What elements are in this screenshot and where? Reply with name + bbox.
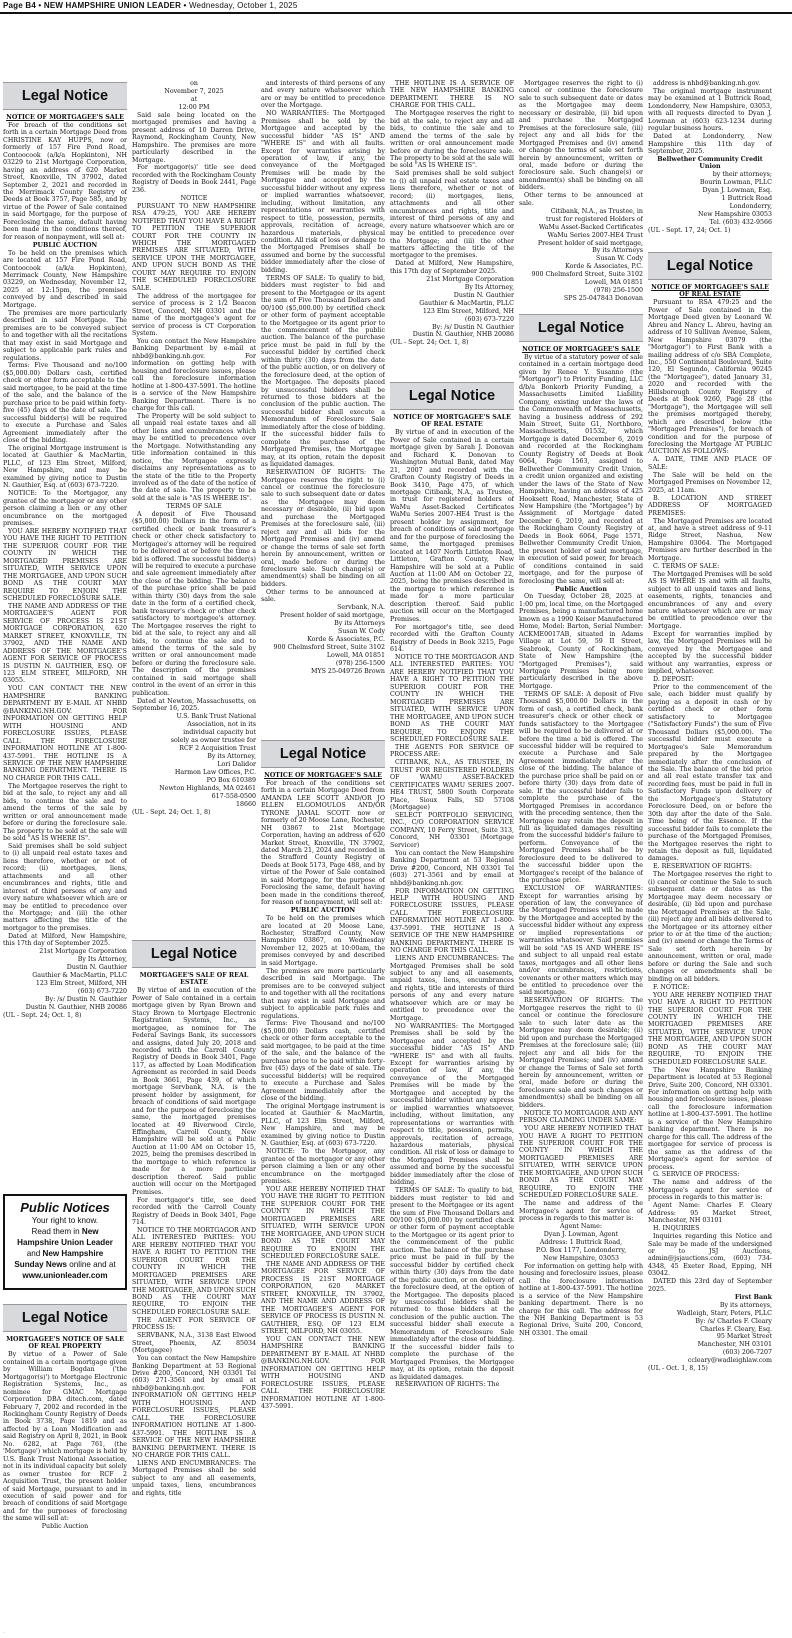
column-6 — [648, 80, 772, 248]
notice-title: NOTICE OF MORTGAGEE'S SALE OF REAL ESTATE — [651, 284, 769, 299]
notice-paragraph: E. RESERVATION OF RIGHTS: — [653, 863, 752, 871]
notice-paragraph: PURSUANT TO NEW HAMPSHIRE RSA 479:25, YOU ARE HEREBY NOTIFIED THAT YOU HAVE A RIGHT TO PETITION THE SUPERIOR COURT FOR THE COUNTY IN WHICH THE MORTGAGED PREMISES ARE SITUATED, WITH SERVICE UPON THE MORTGAGEE, AND UPON SUCH BOND AS THE COURT MAY REQUIRE TO ENJOIN THE SCHEDULED FORECLOSURE SALE. — [132, 202, 256, 292]
publication-name: NEW HAMPSHIRE UNION LEADER — [43, 1, 182, 10]
signature-line: Association, not in its — [187, 721, 256, 729]
notice-paragraph: By virtue of a Power of Sale contained in a certain mortgage given by William Bogdan ('the Mortgagor(s)') to Mortgage Electronic Registration Systems, Inc., as nominee for GMAC Mortgage Corporation DBA ditech.com, dated February 7, 2002 and recorded in the Rockingham County Registry of Deeds in Book 3738, Page 1819 and as affected by a Loan Modification and said Registry on April 8, 2021, in Book No. 6282, at Page 761, (the 'Mortgage') which mortgage is held by U.S. Bank Trust National Association, not in its individual capacity but solely as owner trustee for RCF 2 Acquisition Trust, the present holder of said Mortgage, pursuant to and in execution of said power and for breach of conditions of said Mortgage and for the purposes of foreclosing the same will sell at: — [3, 1351, 127, 1523]
signature-line: By its attorneys, — [719, 1301, 772, 1309]
signature-line: (603) 206-7207 — [722, 1349, 772, 1357]
notice-heading: Bellwether Community Credit Union — [657, 156, 763, 171]
signature-line: Servbank, N.A. — [337, 604, 385, 612]
legal-notice-header-1: Legal Notice — [3, 82, 127, 110]
signature-line: 900 Chelmsford Street, Suite 3102 — [531, 271, 643, 279]
signature-line: solely as owner trustee for — [170, 736, 256, 744]
notice-paragraph: On Tuesday, October 28, 2025 at 1:00 pm, local time, on the Mortgaged Premises, being a manufactured home known as a 1990 Keiser Manufactured Home, Model: Barton, Serial Number: ACKME0017AB, situated in Adams Village at Lot 59, 59 II Street, Seabrook, County of Rockingham, State of New Hampshire (the "Mortgaged Premises"), said Mortgage Premises being more particularly described in the above Mortgage. — [519, 593, 643, 690]
signature-line: Tel. (603) 432-9566 — [709, 219, 772, 227]
notice-paragraph: NOTICE: To the Mortgagor, any grantee of the mortgagor or any other person claiming a lien or any other encumbrance on the mortgaged premises. — [3, 490, 127, 527]
notice-paragraph: The premises are more particularly described in said Mortgage. The premises are to be conveyed subject to and together with all the recitations that may exist in said Mortgage and subject to applicable park rules and regulations. — [261, 967, 385, 1020]
notice-paragraph: By virtue of a statutory power of sale contained in a certain mortgage deed given by Renee Y. Susanno (the "Mortgagor") to Priority Funding, LLC d/b/a Bonkorb Priority Funding, a Massachusetts Limited Liability Company, existing under the laws of the Commonwealth of Massachusetts, having a business address of 292 Main Street, Suite G1, Northboro, Massachusetts, 01532, which Mortgage is dated December 6, 2019 and recorded at the Rockingham County Registry of Deeds at Book 6064, Page 1563, assigned to Bellwether Community Credit Union, a credit union organized and existing under the laws of the State of New Hampshire, having an address of 425 Hooksett Road, Manchester, State of New Hampshire (the "Mortgagee") by Assignment of Mortgage dated December 6, 2019, and recorded at the Rockingham County Registry of Deeds in Book 6064, Page 1571, Bellwether Community Credit Union, the present holder of said mortgage, in execution of said power, for breach of conditions contained in said mortgage, and for the purpose of foreclosing the same, will sell at: — [519, 353, 643, 585]
signature-line: Dustin N. Gauthier — [453, 291, 514, 299]
pn-line4: and — [26, 1249, 41, 1258]
notice-paragraph: THE NAME AND ADDRESS OF THE MORTGAGEE FOR SERVICE OF PROCESS IS 21ST MORTGAGE CORPORATION, 620 MARKET STREET, KNOXVILLE, TN 37902, AND THE NAME AND ADDRESS OF THE MORTGAGEE'S AGENT FOR SERVICE OF PROCESS IS DUSTIN N. GAUTHIER, ESQ. OF 123 ELM STREET, MILFORD, NH 03055. — [261, 1260, 385, 1336]
pn-line4-bold: New Hampshire — [42, 1249, 104, 1258]
notice-paragraph: You can contact the New Hampshire Banking Department at 53 Regional Drive #200, Concord, NH 03301 Tel (603) 271-3561 and by email at nhbd@banking.nh.gov. — [390, 849, 514, 887]
notice-paragraph: Except for warranties implied by law, the Mortgaged Premises will be conveyed by the Mortgagee and accepted by the successful bidder without any warranties, express or implied, whatsoever. — [648, 630, 772, 676]
column-5 — [519, 80, 643, 310]
signature-line: Bourin Lowman, PLLC — [699, 179, 772, 187]
notice-paragraph: Dated at Londonderry, New Hampshire this 11th day of September, 2025. — [648, 133, 772, 156]
notice-paragraph: SELECT PORTFOLIO SERVICING, INC., C/O CORPORATION SERVICE COMPANY, 10 Ferry Street, Suite 313, Concord, NH 03301 (Mortgage Servicer) — [390, 812, 514, 849]
legal-notice-header-2: Legal Notice — [132, 940, 256, 968]
notice-paragraph: TERMS OF SALE: To qualify to bid, bidders must register to bid and present to the Mortgagee or its agent the sum of Five Thousand Dollars and 00/100 ($5,000.00) by certified check or other form of payment acceptable to the Mortgagee or its agent prior to the commencement of the public auction. The balance of the purchase price must be paid in full by the successful bidder by certified check within thirty (30) days from the date of the public auction, or on delivery of the foreclosure deed, at the option of the Mortgagee. The deposits placed by unsuccessful bidders shall be returned to those bidders at the conclusion of the public auction. The successful bidder shall execute a Memorandum of Foreclosure Sale immediately after the close of bidding. If the successful bidder fails to complete the purchase of the Mortgaged Premises, the Mortgagee may, at its option, retain the deposit as liquidated damages. — [261, 274, 385, 469]
notice-paragraph: The premises are more particularly described in said Mortgage. The premises are to be conveyed subject to and together with all the recitations that may exist in said Mortgage and subject to applicable park rules and regulations. — [3, 309, 127, 362]
notice-paragraph: NO WARRANTIES: The Mortgaged Premises shall be sold by the Mortgagee and accepted by the successful bidder "AS IS" AND "WHERE IS" and with all faults. Except for warranties arising by operation of law, if any, the conveyance of the Mortgaged Premises will be made by the Mortgagee and accepted by the successful bidder without any express or implied warranties whatsoever, including, without limitation, any representations or warranties with respect to title, possession, permits, approvals, recitation of acreage, hazardous materials, physical condition. All risk of loss or damage to the Mortgaged Premises shall be assumed and borne by the successful bidder immediately after the close of bidding. — [261, 110, 385, 274]
notice-paragraph: YOU ARE HEREBY NOTIFIED THAT YOU HAVE A RIGHT TO PETITION THE SUPERIOR COURT FOR THE COUNTY IN WHICH THE MORTGAGED PREMISES ARE SITUATED, WITH SERVICE UPON THE MORTGAGEE, AND UPON SUCH BOND AS THE COURT MAY REQUIRE, TO ENJOIN THE SCHEDULED FORECLOSURE SALE. — [648, 991, 772, 1066]
signature-line: (603) 673-7220 — [464, 315, 514, 323]
signature-line: trust for registered Holders of — [546, 215, 643, 223]
signature-line: Dustin N. Gauthier — [66, 964, 127, 972]
header-rule — [0, 12, 792, 14]
notice-paragraph: NOTICE TO MORTGAGOR AND ANY PERSON CLAIMING UNDER SAME: — [519, 1109, 643, 1125]
signature-line: ccleary@wadleighlaw.com — [687, 1357, 772, 1365]
notice-paragraph: To be held on the premises which are located at 20 Moose Lane, Rochester, Strafford County, New Hampshire 03867, on Wednesday November 12, 2025 at 10:00am, the premises conveyed by and described in said Mortgage. — [261, 915, 385, 967]
notice-paragraph: address is nhbd@banking.nh.gov. — [653, 80, 761, 87]
notice-title: NOTICE OF MORTGAGEE'S SALE — [6, 114, 124, 121]
column-1 — [3, 114, 127, 1190]
signature-line: individual capacity but — [183, 728, 256, 736]
publication-dates: (UL - Sept. 24; Oct. 1, 8) — [390, 339, 469, 347]
notice-paragraph: G. SERVICE OF PROCESS: — [653, 1171, 740, 1179]
signature-line: Harmon Law Offices, P.C. — [174, 768, 256, 776]
notice-paragraph: Said premises shall be sold subject to (i) all unpaid real estate taxes and liens therefore, whether or not of record; (ii) mortgages, liens, attachments and all other encumbrances and rights, title and interest of third persons of any and every nature whatsoever which are or may be entitled to precedence over the Mortgage; and (iii) the other matters affecting the title of the mortgagor to the premises. — [3, 842, 127, 932]
notice-centered-line: New Hampshire, 03053 — [543, 1254, 619, 1262]
notice-paragraph: YOU CAN CONTACT THE NEW HAMPSHIRE BANKING DEPARTMENT BY E-MAIL AT NHBD @BANKING.NH.GOV. FOR INFORMATION ON GETTING HELP WITH HOUSING AND FORECLOSURE ISSUES, PLEASE CALL THE FORECLOSURE INFORMATION HOTLINE AT 1-800-437-5991. — [261, 1335, 385, 1411]
notice-paragraph: You can contact the New Hampshire Banking Department by e-mail at nhbd@banking.nh.gov. For information on getting help with housing and foreclosure issues, please call the foreclosure information hotline at 1-800-437-5991. The hotline is a service of the New Hampshire Banking Department. There is no charge for this call. — [132, 337, 256, 412]
notice-paragraph: The Mortgagee reserves the right to bid at the sale, to reject any and all bids, to continue the sale and to amend the terms of the sale by written or oral announcement made before or during the foreclosure sale. The property to be sold at the sale will be sold "AS IS WHERE IS". — [390, 110, 514, 170]
pn-line5-rest: online and at — [69, 1260, 116, 1269]
page-header — [0, 0, 792, 14]
signature-line: By: /s/ Dustin N. Gauthier — [44, 996, 127, 1004]
notice-paragraph: YOU ARE HEREBY NOTIFIED THAT YOU HAVE THE RIGHT TO PETITION THE SUPERIOR COURT FOR THE COUNTY IN WHICH THE MORTGAGED PREMISES ARE SITUATED, WITH SERVICE UPON THE MORTGAGEE, AND UPON SUCH BOND AS THE COURT MAY REQUIRE TO ENJOIN THE SCHEDULED FORECLOSURE SALE. — [261, 1185, 385, 1260]
signature-line: U.S. Bank Trust National — [176, 713, 256, 721]
signature-line: Gauthier & MacMartin, PLLC — [419, 299, 514, 307]
notice-paragraph: THE AGENTS FOR SERVICE OF PROCESS ARE: — [390, 743, 514, 759]
notice-heading: NOTICE OF MORTGAGEE'S SALE OF REAL ESTATE — [393, 414, 511, 429]
legal-notice-header-5: Legal Notice — [519, 314, 643, 342]
notice-paragraph: The name and address of the Mortgagee's agent for service of process in regards to this matter is: — [648, 1179, 772, 1202]
pn-line3: Hampshire Union Leader — [17, 1238, 113, 1247]
column-3-lower — [261, 772, 385, 1626]
public-notices-title: Public Notices — [20, 1200, 110, 1215]
signature-line: Present holder of said mortgage, — [279, 612, 385, 620]
notice-paragraph: Pursuant to RSA 479:25 and the Power of Sale contained in the Mortgage Deed given by Leonard W. Abreu and Nancy L. Abreu, having an address of 10 Sullivan Avenue, Salem, New Hampshire 03079 (the "Mortgagor") to First Bank with a mailing address of c/o SBA Complete, Inc., 550 Continental Boulevard, Suite 120, El Segundo, California 90245 (the "Mortgagee"), dated January 31, 2020 and recorded with the Hillsborough County Registry of Deeds at Book 9260, Page 28 (the "Mortgage"), the Mortgagee will sell the premises mortgaged thereby, which are described below (the "Mortgaged Premises"), for breach of condition and for the purpose of foreclosing the Mortgage AT PUBLIC AUCTION AS FOLLOWS: — [648, 299, 772, 456]
notice-paragraph: LIENS AND ENCUMBRANCES: The Mortgaged Premises shall be sold subject to any and all easements, unpaid taxes, liens, encumbrances and rights, title and interests of third persons of any and every nature whatsoever which are or may be entitled to precedence over the Mortgage. — [390, 955, 514, 1022]
signature-line: Wadleigh, Starr, Peters, PLLC — [676, 1309, 772, 1317]
notice-paragraph: You can contact the New Hampshire Banking Department at 53 Regional Drive #200, Concord, NH 03301 Tel (603) 271-3561 and by email at nhbd@banking.nh.gov. FOR INFORMATION ON GETTING HELP WITH HOUSING AND FORECLOSURE ISSUES, PLEASE CALL THE FORECLOSURE INFORMATION HOTLINE AT 1-800-437-5991. THE HOTLINE IS A SERVICE OF THE NEW HAMPSHIRE BANKING DEPARTMENT. THERE IS NO CHARGE FOR THIS CALL. — [132, 1355, 256, 1459]
notice-title: NOTICE OF MORTGAGEE'S SALE — [522, 346, 640, 353]
notice-paragraph: The original mortgage instrument may be examined at 1 Buttrick Road, Londonderry, New Hampshire, 03053, with all requests directed to Dyan J. Lowman at (603) 623-1234 during regular business hours. — [648, 87, 772, 133]
signature-line: Londonderry, — [729, 203, 772, 211]
page-number: Page B4 — [3, 1, 36, 10]
notice-paragraph: NOTICE TO THE MORTGAGOR AND ALL INTERESTED PARTIES: YOU ARE HEREBY NOTIFIED THAT YOU HAVE A RIGHT TO PETITION THE SUPERIOR COURT FOR THE COUNTY IN WHICH THE MORTGAGED PREMISES ARE SITUATED, WITH SERVICE UPON THE MORTGAGEE, AND UPON SUCH BOND AS THE COURT MAY REQUIRE, TO ENJOIN THE SCHEDULED FORECLOSURE SALE. — [132, 1226, 256, 1316]
notice-paragraph: Dated at Milford, New Hampshire, this 17th day of September 2025. — [3, 932, 127, 948]
signature-line: Korde & Associates, P.C. — [565, 263, 643, 271]
notice-centered-line: P.O. Box 1177, Londonderry, — [535, 1246, 627, 1254]
publication-dates: (UL - Oct. 1, 8, 15) — [648, 1365, 708, 1373]
notice-paragraph: The Mortgaged Premises will be sold AS IS WHERE IS and with all faults, subject to all unpaid taxes and liens, easements, rights, tenancies and encumbrances of any and every nature whatsoever which are or may be entitled to precedence over the Mortgage. — [648, 570, 772, 630]
signature-line: Citibank, N.A., as Trustee, in — [550, 207, 643, 215]
notice-paragraph: A deposit of Five Thousand ($5,000.00) Dollars in the form of a certified check or bank treasurer's check or other check satisfactory to Mortgagee's attorney will be required to be delivered at or before the time a bid is offered. The successful bidder(s) will be required to execute a purchase and sale agreement immediately after the close of the bidding. The balance of the purchase price shall be paid within thirty (30) days from the sale date in the form of a certified check, bank treasurer's check or other check satisfactory to mortgagee's attorney. The Mortgagee reserves the right to bid at the sale, to reject any and all bids, to continue the sale and to amend the terms of the sale by written or oral announcement made before or during the foreclosure sale. The description of the premises contained in said mortgage shall control in the event of an error in this publication. — [132, 510, 256, 697]
notice-paragraph: B. LOCATION AND STREET ADDRESS OF MORTGAGED PREMISES: — [648, 494, 772, 517]
signature-line: (978) 256-1500 — [593, 287, 643, 295]
notice-paragraph: YOU ARE HEREBY NOTIFIED THAT YOU HAVE THE RIGHT TO PETITION THE SUPERIOR COURT FOR THE COUNTY IN WHICH THE MORTGAGED PREMISES ARE SITUATED, WITH SERVICE UPON THE MORTGAGEE, AND UPON SUCH BOND AS THE COURT MAY REQUIRE TO ENJOIN THE SCHEDULED FORECLOSURE SALE. — [3, 527, 127, 602]
signature-line: By Its Attorney, — [77, 956, 127, 964]
notice-paragraph: Other terms to be announced at sale. — [519, 192, 643, 207]
legal-notice-header-6: Legal Notice — [648, 252, 772, 280]
notice-paragraph: NOTICE TO THE MORTGAGOR AND ALL INTERESTED PARTIES: YOU ARE HEREBY NOTIFIED THAT YOU HAVE A RIGHT TO PETITION THE SUPERIOR COURT FOR THE COUNTY IN WHICH THE MORTGAGED PREMISES ARE SITUATED, WITH SERVICE UPON THE MORTGAGEE, AND UPON SUCH BOND AS THE COURT MAY REQUIRE, TO ENJOIN THE SCHEDULED FORECLOSURE SALE. — [390, 654, 514, 743]
signature-line: Present holder of said mortgage, — [537, 239, 643, 247]
signature-line: RCF 2 Acquisition Trust — [179, 744, 256, 752]
notice-paragraph: A. DATE, TIME AND PLACE OF SALE: — [648, 456, 772, 471]
notice-paragraph: By virtue of and in execution of the Power of Sale contained in a certain mortgage given by Sarah J. Donovan and Richard K. Donovan to Washington Mutual Bank, dated May 21, 2007 and recorded with the Grafton County Registry of Deeds in Book 3410, Page 475, of which mortgage Citibank, N.A., as Trustee, in trust for registered holders of WaMu Asset-Backed Certificates WaMu Series 2007-HE4 Trust is the present holder by assignment, for breach of conditions of said mortgage and for the purpose of foreclosing the same, the mortgaged premises located at 1407 North Littleton Road, Littleton, Grafton County, New Hampshire will be sold at a Public Auction at 11:00 AM on October 22, 2025, being the premises described in the mortgage to which reference is made for a more particular description thereof. Said public auction will occur on the Mortgaged Premises. — [390, 429, 514, 623]
notice-paragraph: NO WARRANTIES: The Mortgaged Premises shall be sold by the Mortgagee and accepted by the successful bidder "AS IS" AND "WHERE IS" and with all faults. Except for warranties arising by operation of law, if any, the conveyance of the Mortgaged Premises will be made by the Mortgagee and accepted by the successful bidder without any express or implied warranties whatsoever, including, without limitation, any representations or warranties with respect to title, possession, permits, approvals, recitation of acreage, hazardous materials, physical condition. All risk of loss or damage to the Mortgaged Premises shall be assumed and borne by the successful bidder immediately after the close of bidding. — [390, 1022, 514, 1187]
notice-paragraph: Other terms to be announced at sale. — [261, 588, 385, 604]
notice-paragraph: THE AGENT FOR SERVICE OF PROCESS IS: — [132, 1316, 256, 1332]
notice-paragraph: The original Mortgage instrument is located at Gauthier & MacMartin, PLLC, of 123 Elm Street, Milford, New Hampshire, and may be examined by giving notice to Dustin N. Gauthier, Esq. at (603) 673-7220. — [261, 1102, 385, 1148]
signature-line: 123 Elm Street, Milford, NH — [35, 980, 127, 988]
notice-paragraph: Inquiries regarding this Notice and Sale may be made of the undersigned or to JSJ Auctions, admin@jsjauctions.com, (603) 734-4348, 45 Exeter Road, Epping, NH 03042. — [648, 1233, 772, 1278]
notice-paragraph: RESERVATION OF RIGHTS: The Mortgagee reserves the right to (i) cancel or continue the foreclosure sale to such later date as the Mortgagee may deem desirable; (ii) bid upon and purchase the Mortgaged Premises at the foreclosure sale; (iii) reject any and all bids for the Mortgaged Premises; and (iv) amend or change the Terms of Sale set forth herein by announcement, written or oral, made before or during the foreclosure sale and such changes or amendment(s) shall be binding on all bidders. — [519, 997, 643, 1109]
signature-line: New Hampshire 03053 — [698, 211, 772, 219]
signature-line: WaMu Asset-Backed Certificates — [538, 223, 643, 231]
signature-line: 900 Chelmsford Street, Suite 3102 — [273, 643, 385, 651]
notice-centered-line: on — [190, 80, 198, 87]
notice-paragraph: Dated at Milford, New Hampshire, this 17th day of September 2025. — [390, 260, 514, 275]
notice-paragraph: TERMS OF SALE: A deposit of Five Thousand $5,000.00 Dollars in the form of cash, a certified check, bank treasurer's check or other check or funds satisfactory to the Mortgagee will be required to be delivered at or before the time a bid is offered. The successful bidder will be required to execute a Purchase and Sale Agreement immediately after the close of the bidding. The balance of the purchase price shall be paid on or before thirty (30) days from date of sale. If the successful bidder fails to complete the purchase of the Mortgaged Premises in accordance with the preceding sentence, then the Mortgagee may retain the deposit in full as liquidated damages resulting from the successful bidder's failure to perform. Conveyance of the Mortgaged Premises shall be by foreclosure deed to be delivered to the successful bidder upon the Mortgagee's receipt of the balance of the purchase price. — [519, 690, 643, 885]
column-6-lower — [648, 284, 772, 1626]
notice-paragraph: TERMS OF SALE: To qualify to bid, bidders must register to bid and present to the Mortgagee or its agent the sum of Five Thousand Dollars and 00/100 ($5,000.00) by certified check or other form of payment acceptable to the Mortgagee or its agent prior to the commencement of the public auction. The balance of the purchase price must be paid in full by the successful bidder by certified check within thirty (30) days from the date of the public auction, or on delivery of the foreclosure deed, at the option of the Mortgagee. The deposits placed by unsuccessful bidders shall be returned to those bidders at the conclusion of the public auction. The successful bidder shall execute a Memorandum of Foreclosure Sale immediately after the close of bidding. If the successful bidder fails to complete the purchase of the Mortgaged Premises, the Mortgagee may, at its option, retain the deposit as liquidated damages. — [390, 1187, 514, 1381]
signature-line: By its Attorney, — [207, 752, 256, 760]
publication-dates: (UL - Sept. 17, 24; Oct. 1) — [648, 227, 731, 235]
signature-line: By: /s/ Dustin N. Gauthier — [431, 323, 514, 331]
notice-paragraph: RESERVATION OF RIGHTS: The Mortgagee reserves the right to (i) cancel or continue the foreclosure sale to such subsequent date or dates as the Mortgagee may deem necessary or desirable, (ii) bid upon and purchase the Mortgaged Premises at the foreclosure sale, (iii) reject any and all bids for the Mortgaged Premises and (iv) amend or change the terms of sale set forth herein by announcement, written or oral, made before or during the foreclosure sale. Such change(s) or amendment(s) shall be binding on all bidders. — [261, 469, 385, 588]
notice-centered-line: NOTICE — [180, 194, 208, 202]
column-5-lower — [519, 346, 643, 1626]
signature-line: Manchester, NH 03101 — [697, 1341, 772, 1349]
notice-paragraph: FOR INFORMATION ON GETTING HELP WITH HOUSING AND FORECLOSURE ISSUES, PLEASE CALL THE FORECLOSURE INFORMATION HOTLINE AT 1-800-437-5991. THE HOTLINE IS A SERVICE OF THE NEW HAMPSHIRE BANKING DEPARTMENT. THERE IS NO CHARGE FOR THIS CALL. — [390, 887, 514, 955]
signature-line: by their attorneys; — [712, 171, 772, 179]
pn-line1: Your right to know. — [31, 1216, 99, 1225]
signature-line: (603) 673-7220 — [77, 988, 127, 996]
column-4-lower — [390, 414, 514, 1626]
notice-paragraph: EXCLUSION OF WARRANTIES: Except for warranties arising by operation of law, the conveyance of the Mortgaged Premises will be made by the Mortgagee and accepted by the successful bidder without any express or implied representations or warranties whatsoever. Said premises will be sold "AS IS AND WHERE IS" and subject to all unpaid real estate taxes, mortgages and all other liens and/or encumbrances, restrictions, covenants or other matters which may be entitled to precedence over the said mortgage. — [519, 885, 643, 997]
notice-paragraph: YOU ARE HEREBY NOTIFIED THAT YOU HAVE A RIGHT TO PETITION THE SUPERIOR COURT FOR THE COUNTY IN WHICH THE MORTGAGED PREMISES ARE SITUATED, WITH SERVICE UPON THE MORTGAGEE, AND UPON SUCH BOND AS THE COURT MAY REQUIRE, TO ENJOIN THE SCHEDULED FORECLOSURE SALE. — [519, 1125, 643, 1200]
signature-line: Newton Highlands, MA 02461 — [159, 784, 256, 792]
pn-line2-bold: New — [81, 1227, 99, 1236]
signature-line: Susan W. Cody — [338, 628, 385, 636]
signature-line: WaMu Series 2007-HE4 Trust — [547, 231, 643, 239]
notice-paragraph: Said sale being located on the mortgaged premises and having a present address of 10 Darren Drive, Raymond, Rockingham County, New Hampshire. The premises are more particularly described in the Mortgage. — [132, 111, 256, 164]
notice-paragraph: Said premises shall be sold subject to (i) all unpaid real estate taxes and liens therefore, whether or not of record; (ii) mortgages, liens, attachments and all other encumbrances and rights, title and interest of third persons of any and every nature whatsoever which are or may be entitled to precedence over the Mortgage; and (iii) the other matters affecting the title of the mortgagor to the premises. — [390, 170, 514, 260]
notice-paragraph: The Property will be sold subject to all unpaid real estate taxes and all other liens and encumbrances which may be entitled to precedence over the Mortgage. Notwithstanding any title information contained in this notice, the Mortgagee expressly disclaims any representations as to the state of the title to the Property involved as of the date of the notice of the date of sale. The property to be sold at the sale is "AS IS WHERE IS". — [132, 412, 256, 502]
legal-notice-header-7: Legal Notice — [3, 1304, 127, 1332]
notice-centered-line: Public Auction — [41, 1523, 89, 1531]
signature-line: By: /s/ Charles F. Cleary — [695, 1317, 772, 1325]
notice-paragraph: For breach of the conditions set forth in a certain Mortgage Deed from AMANDA LEE SCOTT AND/OR JO ELLEN ELGOMOULOS AND/OR TYRONE JAMAL SCOTT now or formerly of 20 Moose Lane, Rochester, NH 03867 to 21st Mortgage Corporation, having an address of 620 Market Street, Knoxville, TN 37902, dated March 21, 2024 and recorded in the Strafford County Registry of Deeds at Book 5173, Page 488, and by virtue of the Power of Sale contained in said Mortgage, for the purpose of Foreclosing the same, default having been made in the conditions thereof, for reason of nonpayment, will sell at: — [261, 779, 385, 907]
notice-centered-line: at — [190, 95, 198, 103]
notice-centered-line: TERMS OF SALE — [166, 502, 222, 510]
notice-paragraph: THE NAME AND ADDRESS OF THE MORTGAGEE'S AGENT FOR SERVICE OF PROCESS IS 21ST MORTGAGE CORPORATION, 620 MARKET STREET, KNOXVILLE, TN 37902, AND THE NAME AND ADDRESS OF THE MORTGAGEE'S AGENT FOR SERVICE OF PROCESS IS DUSTIN N. GAUTHIER, ESQ. OF 123 ELM STREET, MILFORD, NH 03055. — [3, 602, 127, 685]
signature-line: Dustin N. Gauthier, NHB 20086 — [412, 331, 514, 339]
notice-heading: Public Auction — [555, 585, 607, 593]
notice-heading: MORTGAGEE'S SALE OF REAL ESTATE — [139, 972, 249, 987]
notice-centered-line: Dyan J. Lowman, Agent — [543, 1230, 619, 1238]
notice-paragraph: The New Hampshire Banking Department is located at 53 Regional Drive, Suite 200, Concord, NH 03301. For information on getting help with housing and foreclosure issues, please call the foreclosure information hotline at 1-800-437-5991. The hotline is a service of the New Hampshire banking department. There is no charge for this call. The address of the mortgagee for service of process is the same as the address of the Mortgagee's agent for service of process. — [648, 1066, 772, 1171]
signature-line: 95 Market Street — [716, 1333, 772, 1341]
notice-heading: MORTGAGEE'S NOTICE OF SALE OF REAL PROPERTY — [6, 1336, 124, 1351]
signature-line: Gauthier & MacMartin, PLLC — [32, 972, 127, 980]
signature-line: 617-558-0500 — [211, 792, 256, 800]
signature-line: Charles F. Cleary, Esq. — [700, 1325, 772, 1333]
signature-line: (978) 256-1500 — [335, 659, 385, 667]
signature-line: First Bank — [734, 1293, 772, 1301]
notice-paragraph: Terms: Five Thousand and no/100 ($5,000.00) Dollars cash, certified check or other form acceptable to the said mortgagee, to be paid at the time of the sale, and the balance of the purchase price to be paid within forty-five (45) days of the date of sale. The successful bidder(s) will be required to execute a Purchase and Sales Agreement immediately after the close of the bidding. — [3, 362, 127, 444]
signature-line: Susan W. Cody — [596, 255, 643, 263]
notice-paragraph: By virtue of and in execution of the Power of Sale contained in a certain mortgage given by Ryan Brown and Stacy Brown to Mortgage Electronic Registration Systems, Inc., as mortgagee, as nominee for The Federal Savings Bank, its successors and assigns, dated July 20, 2018 and recorded with the Carroll County Registry of Deeds in Book 3401, Page 117, as affected by Loan Modification Agreement as recorded in said Deeds in Book 3661, Page 439, of which mortgage Servbank, N.A. is the present holder by assignment, for breach of conditions of said mortgage and for the purpose of foreclosing the same, the mortgaged premises located at 49 Riverwood Circle, Effingham, Carroll County, New Hampshire will be sold at a Public Auction at 11:00 AM on October 15, 2025, being the premises described in the mortgage to which reference is made for a more particular description thereof. Said public auction will occur on the Mortgaged Premises. — [132, 987, 256, 1196]
page-header-text: Page B4 • NEW HAMPSHIRE UNION LEADER • Wednesday, October 1, 2025 — [3, 1, 298, 10]
notice-paragraph: DATED this 23rd day of September 2025. — [648, 1278, 772, 1293]
legal-notice-header-4: Legal Notice — [390, 382, 514, 410]
signature-line: 18660 — [235, 800, 256, 808]
notice-paragraph: THE HOTLINE IS A SERVICE OF THE NEW HAMPSHIRE BANKING DEPARTMENT. THERE IS NO CHARGE FOR THIS CALL. — [390, 80, 514, 110]
column-2-lower — [132, 972, 256, 1626]
notice-paragraph: D. DEPOSIT: — [653, 676, 694, 684]
notice-paragraph: SERVBANK, N.A., 3138 East Elwood Street, Phoenix, AZ 85034 (Mortgagee) — [132, 1332, 256, 1355]
notice-paragraph: For information on getting help with housing and foreclosure issues, please call the foreclosure information hotline at 1-800-437-5991. The hotline is a service of the New Hampshire banking department. There is no charge for this call. The address for the NH Banking Department is 53 Regional Drive, Suite 200, Concord, NH 03301. The email — [519, 1262, 643, 1337]
signature-line: By its Attorneys — [334, 620, 385, 628]
notice-paragraph: For mortgagor(s)' title see deed recorded with the Rockingham County Registry of Deeds in Book 2441, Page 236. — [132, 164, 256, 194]
notice-centered-line: Agent Name: — [560, 1223, 602, 1231]
notice-title: NOTICE OF MORTGAGEE'S SALE — [264, 772, 382, 779]
notice-paragraph: NOTICE: To the Mortgagor, any grantee of the mortgagor or any other person claiming a lien or any other encumbrance on the mortgaged premises. — [261, 1148, 385, 1185]
legal-notice-header-3: Legal Notice — [261, 740, 385, 768]
pn-line2: Read them in — [31, 1227, 80, 1236]
public-notices-box — [3, 1194, 127, 1290]
notice-paragraph: The Sale will be held on the Mortgaged Premises on November 12, 2025, at 11am. — [648, 471, 772, 494]
signature-line: Korde & Associates, P.C. — [307, 636, 385, 644]
notice-paragraph: CITIBANK, N.A., AS TRUSTEE, IN TRUST FOR REGISTERED HOLDERS OF WAMU ASSET-BACKED CERTIFICATES WAMU SERIES 2007-HE4 TRUST, 5800 South Corporate Place, Sioux Falls, SD 57108 (Mortgagee) — [390, 759, 514, 812]
issue-date: Wednesday, October 1, 2025 — [188, 1, 298, 10]
notice-paragraph: Mortgagee reserves the right to (i) cancel or continue the foreclosure sale to such subsequent date or dates as the Mortgagee may deem necessary or desirable, (ii) bid upon and purchase the Mortgaged Premises at the foreclosure sale, (iii) reject any and all bids for the Mortgaged Premises and (iv) amend or change the terms of sale set forth herein by announcement, written or oral, made before or during the foreclosure sale. Such change(s) or amendment(s) shall be binding on all bidders. — [519, 80, 643, 192]
notice-paragraph: and interests of third persons of any and every nature whatsoever which are or may be entitled to precedence over the Mortgage. — [261, 80, 385, 110]
signature-line: By its Attorneys — [592, 247, 643, 255]
column-3 — [261, 80, 385, 736]
notice-paragraph: RESERVATION OF RIGHTS: The — [395, 1381, 500, 1389]
pn-line5: Sunday News — [14, 1260, 68, 1269]
notice-centered-line: 12:00 PM — [178, 103, 210, 111]
notice-paragraph: F. NOTICE: — [653, 983, 690, 991]
signature-line: 123 Elm Street, Milford, NH — [422, 307, 514, 315]
signature-line: MYS 25-049726 Brown — [311, 667, 385, 675]
signature-line: Lowell, MA 01851 — [326, 651, 385, 659]
signature-line: Lowell, MA 01851 — [584, 279, 643, 287]
column-2 — [132, 80, 256, 936]
notice-paragraph: Dated at Newton, Massachusetts, on September 16, 2025. — [132, 697, 256, 713]
signature-line: By Its Attorney, — [464, 283, 514, 291]
notice-paragraph: C. TERMS OF SALE: — [653, 562, 720, 570]
notice-heading: PUBLIC AUCTION — [290, 907, 356, 915]
signature-line: SPS 25-047843 Donovan — [563, 295, 643, 303]
notice-heading: PUBLIC AUCTION — [32, 241, 98, 249]
notice-paragraph: H. INQUIRIES — [653, 1225, 700, 1233]
notice-centered-line: Address: 1 Buttrick Road, — [539, 1238, 623, 1246]
signature-line: Dustin N. Gauthier, NHB 20086 — [25, 1003, 127, 1011]
publication-dates: (UL - Sept. 24; Oct. 1, 8) — [132, 808, 211, 816]
notice-paragraph: For mortgagor's title, see deed recorded with the Carroll County Registry of Deeds in Book 3401, Page 714. — [132, 1196, 256, 1226]
notice-paragraph: The Mortgagee reserves the right to (i) cancel or continue the Sale to such subsequent date or dates as the Mortgagee may deem necessary or desirable, (ii) bid upon and purchase the Mortgaged Premises at the Sale, (iii) reject any and all bids delivered to the Mortgagee or its attorney either prior to or at the time of the auction; and (iv) amend or change the Terms of Sale set forth herein by announcement, written or oral, made before or during the Sale and such changes or amendments shall be binding on all bidders. — [648, 871, 772, 983]
notice-paragraph: Agent Name: Charles F. Cleary Address: 95 Market Street, Manchester, NH 03101 — [648, 1202, 772, 1225]
notice-paragraph: For mortgagor's title, see deed recorded with the Grafton County Registry of Deeds in Book 3215, Page 614. — [390, 623, 514, 654]
notice-paragraph: Prior to the commencement of the sale, each bidder must qualify by paying as a deposit in cash or by certified check or other form satisfactory to Mortgagee ("Satisfactory Funds") the sum of Five Thousand Dollars ($5,000.00). The successful bidder must execute a Mortgagee's Sale Memorandum prepared by the Mortgagee immediately after the conclusion of the Sale. The balance of the bid price and all real estate transfer tax and recording fees, must be paid in full in Satisfactory Funds upon delivery of the Mortgagee's Statutory Foreclosure Deed, on or before the 30th day after the date of the Sale. Time being of the Essence. If the successful bidder fails to complete the purchase of the Mortgaged Premises, the Mortgagee reserves the right to retain the deposit as full, liquidated damages. — [648, 684, 772, 863]
notice-paragraph: The Mortgagee reserves the right to bid at the sale, to reject any and all bids, to continue the sale and to amend the terms of the sale by written or oral announcement made before or during the foreclosure sale. The property to be sold at the sale will be sold "AS IS WHERE IS". — [3, 782, 127, 842]
notice-paragraph: The address of the mortgagee for service of process is 2 1/2 Beacon Street, Concord, NH 03301 and the name of the mortgagee's agent for service of process is CT Corporation System. — [132, 292, 256, 337]
signature-line: Dyan J. Lowman, Esq. — [702, 187, 772, 195]
notice-paragraph: The name and address of the Mortgagee's agent for service of process in regards to this matter is: — [519, 1200, 643, 1223]
notice-paragraph: The original Mortgage instrument is located at Gauthier & MacMartin, PLLC, of 123 Elm Street, Milford, New Hampshire, and may be examined by giving notice to Dustin N. Gauthier, Esq. at (603) 673-7220. — [3, 444, 127, 490]
signature-line: Lori Dalidor — [217, 760, 256, 768]
notice-centered-line: November 7, 2025 — [164, 87, 224, 95]
column-1-lower — [3, 1336, 127, 1626]
pn-line6: www.unionleader.com — [22, 1271, 108, 1280]
signature-line: 21st Mortgage Corporation — [426, 275, 514, 283]
footer-mark: · — [3, 1630, 5, 1636]
notice-paragraph: For breach of the conditions set forth in a certain Mortgage Deed from CHRISTINE KAY HUPPS, now or formerly of 157 Fire Pond Road, Contoocook (a/k/a Hopkinton), NH 03229 to 21st Mortgage Corporation, having an address of 620 Market Street, Knoxville, TN 37902, dated September 2, 2021 and recorded in the Merrimack County Registry of Deeds at Book 3757, Page 585, and by virtue of the Power of Sale contained in said Mortgage, for the purpose of Foreclosing the same, default having been made in the conditions thereof, for reason of nonpayment, will sell at: — [3, 121, 127, 241]
signature-line: PO Box 610389 — [206, 776, 256, 784]
notice-paragraph: LIENS AND ENCUMBRANCES: The Mortgaged Premises shall be sold subject to any and all easements, unpaid taxes, liens, encumbrances and rights, title — [132, 1459, 256, 1497]
signature-line: 21st Mortgage Corporation — [39, 948, 127, 956]
notice-paragraph: The Mortgaged Premises are located at, and have a street address of 9-11 Ridge Street, Nashua, New Hampshire 03064. The Mortgaged Premises are further described in the Mortgage. — [648, 517, 772, 562]
column-4 — [390, 80, 514, 378]
publication-dates: (UL - Sept. 24; Oct. 1, 8) — [3, 1011, 82, 1019]
notice-paragraph: To be held on the premises which are located at 157 Fire Pond Road, Contoocook (a/k/a Hopkinton), Merrimack County, New Hampshire 03229, on Wednesday, November 12, 2025 at 12:15pm, the premises conveyed by and described in said Mortgage. — [3, 249, 127, 309]
notice-paragraph: YOU CAN CONTACT THE NEW HAMPSHIRE BANKING DEPARTMENT BY E-MAIL AT NHBD @BANKING.NH.GOV. FOR INFORMATION ON GETTING HELP WITH HOUSING AND FORECLOSURE ISSUES, PLEASE CALL THE FORECLOSURE INFORMATION HOTLINE AT 1-800-437-5991. THE HOTLINE IS A SERVICE OF THE NEW HAMPSHIRE BANKING DEPARTMENT. THERE IS NO CHARGE FOR THIS CALL. — [3, 685, 127, 782]
notice-paragraph: Terms: Five Thousand and no/100 ($5,000.00) Dollars cash, certified check or other form acceptable to the said mortgagee, to be paid at the time of the sale, and the balance of the purchase price to be paid within forty-five (45) days of the date of sale. The successful bidder(s) will be required to execute a Purchase and Sales Agreement immediately after the close of the bidding. — [261, 1020, 385, 1102]
signature-line: 1 Buttrick Road — [721, 195, 772, 203]
